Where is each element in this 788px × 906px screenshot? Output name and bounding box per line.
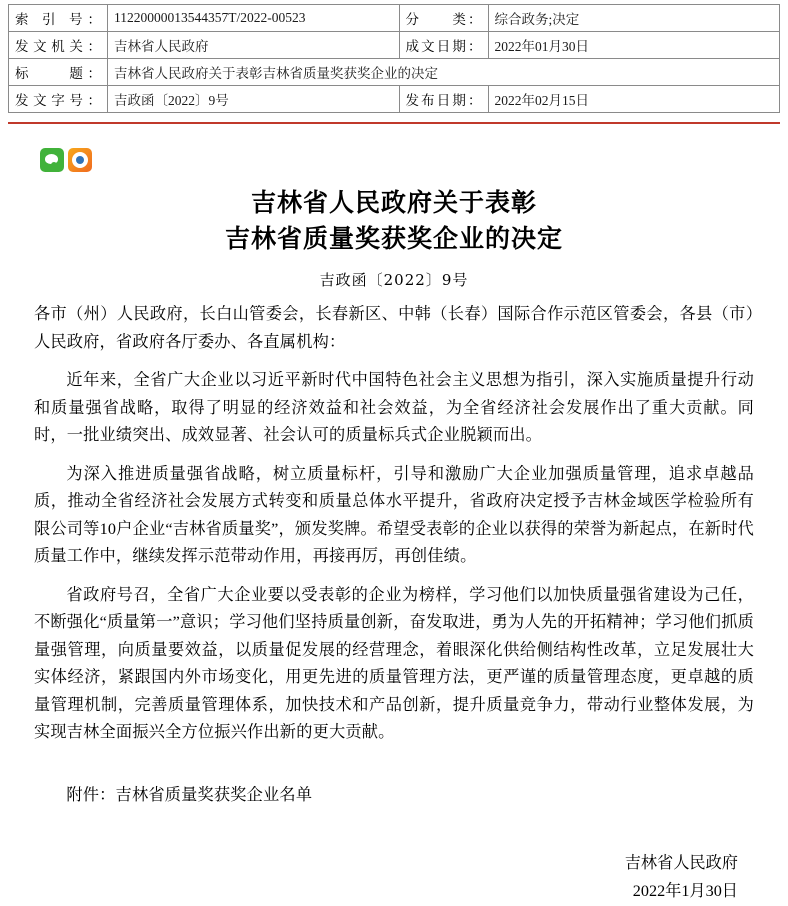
weibo-share-icon[interactable] [68,148,92,172]
meta-value-category: 综合政务;决定 [488,5,780,32]
signature-block [34,849,754,906]
share-icons [40,148,754,172]
page-title [34,186,754,257]
wechat-share-icon[interactable] [40,148,64,172]
metadata-panel [0,0,788,113]
meta-value-index: 11220000013544357T/2022-00523 [108,5,400,32]
meta-value-title: 吉林省人民政府关于表彰吉林省质量奖获奖企业的决定 [108,59,780,86]
document-number: 吉政函〔2022〕9号 [319,271,469,289]
table-row [9,59,780,86]
meta-label-title: 标 题： [9,59,108,86]
signer-date: 2022年1月30日 [632,882,738,901]
meta-label-written-date: 成文日期： [399,32,488,59]
meta-value-issuer: 吉林省人民政府 [108,32,400,59]
meta-value-written-date: 2022年01月30日 [488,32,780,59]
meta-label-publish-date: 发布日期： [399,86,488,113]
meta-label-index: 索 引 号： [9,5,108,32]
meta-value-publish-date: 2022年02月15日 [488,86,780,113]
metadata-table [8,4,780,113]
page-title-line2: 吉林省质量奖获奖企业的决定 [224,225,563,253]
paragraph-3: 省政府号召，全省广大企业要以受表彰的企业为榜样，学习他们以加快质量强省建设为己任，不断强化“质量第一”意识；学习他们坚持质量创新，奋发取进，勇为人先的开拓精神；学习他们抓质量强管理，向质量要效益，以质量促发展的经营理念，着眼深化供给侧结构性改革，立足发展壮大实体经济，紧跟国内外市场变化，用更先进的质量管理方法，更严谨的质量管理态度，更卓越的质量管理机制，完善质量管理体系，加快技术和产品创新，提升质量竞争力，带动行业整体发展，为实现吉林全面振兴全方位振兴作出新的更大贡献。 [34,585,754,742]
meta-label-issuer: 发文机关： [9,32,108,59]
meta-label-docnumber: 发文字号： [9,86,108,113]
meta-label-category: 分 类： [399,5,488,32]
table-row [9,86,780,113]
table-row [9,5,780,32]
meta-value-docnumber: 吉政函〔2022〕9号 [108,86,400,113]
paragraph-2: 为深入推进质量强省战略，树立质量标杆，引导和激励广大企业加强质量管理，追求卓越品质，推动全省经济社会发展方式转变和质量总体水平提升，省政府决定授予吉林金域医学检验所有限公司等10户企业“吉林省质量奖”，颁发奖牌。希望受表彰的企业以获得的荣誉为新起点，在新时代质量工作中，继续发挥示范带动作用，再接再厉，再创佳绩。 [34,464,754,566]
page-title-line1: 吉林省人民政府关于表彰 [250,190,537,217]
signer-name: 吉林省人民政府 [624,853,738,872]
document-body [0,124,788,906]
salutation: 各市（州）人民政府，长白山管委会，长春新区、中韩（长春）国际合作示范区管委会，各县（市）人民政府，省政府各厅委办、各直属机构： [34,305,754,351]
attachment-line: 附件：吉林省质量奖获奖企业名单 [66,785,313,804]
paragraph-1: 近年来，全省广大企业以习近平新时代中国特色社会主义思想为指引，深入实施质量提升行动和质量强省战略，取得了明显的经济效益和社会效益，为全省经济社会发展作出了重大贡献。同时，一批业绩突出、成效显著、社会认可的质量标兵式企业脱颖而出。 [34,371,754,445]
table-row [9,32,780,59]
